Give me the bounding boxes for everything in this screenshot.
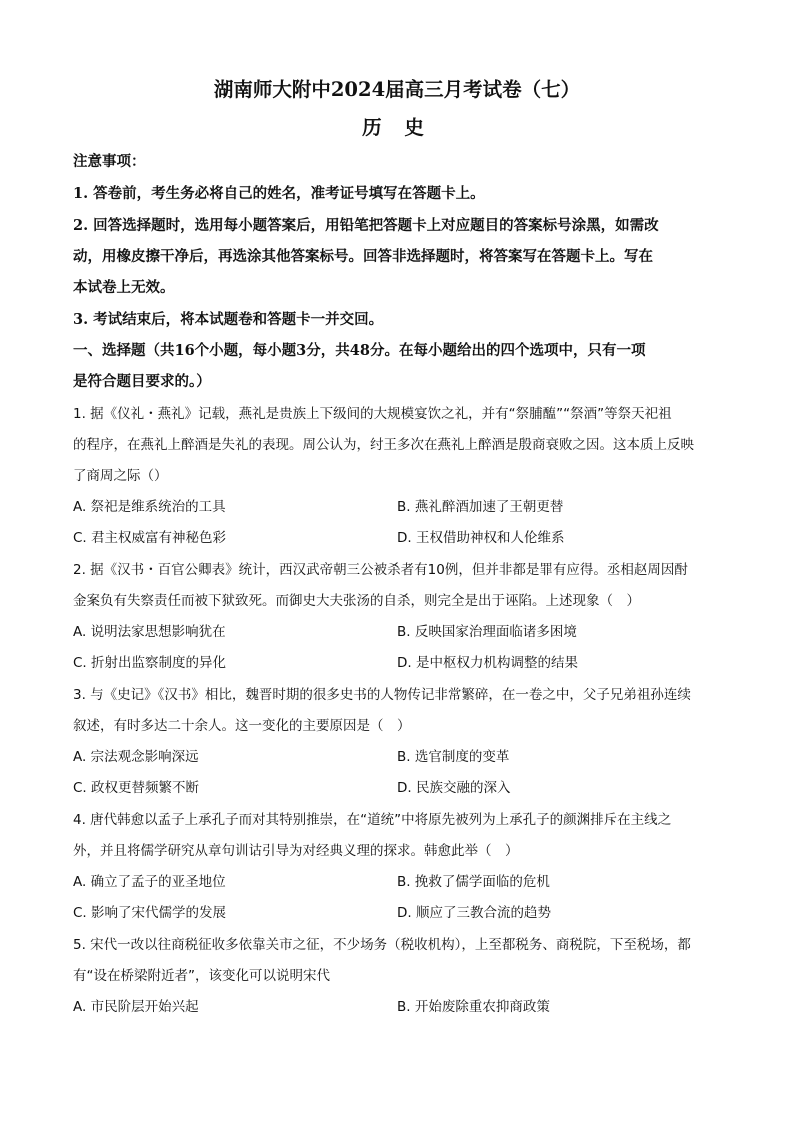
question-3-option-d: D. 民族交融的深入 [397,780,511,796]
question-1-option-a: A. 祭祀是维系统治的工具 [73,499,226,515]
notice-line: 3. 考试结束后，将本试题卷和答题卡一并交回。 [73,311,384,328]
notice-line: 动，用橡皮擦干净后，再选涂其他答案标号。回答非选择题时，将答案写在答题卡上。写在 [73,248,653,265]
question-3-text: 3. 与《史记》《汉书》相比，魏晋时期的很多史书的人物传记非常繁碎，在一卷之中，父子兄弟祖孙连续 [73,687,691,703]
question-5-option-b: B. 开始废除重农抑商政策 [397,999,550,1015]
question-3-option-a: A. 宗法观念影响深远 [73,749,199,765]
question-5-text: 5. 宋代一改以往商税征收多依靠关市之征，不少场务（税收机构），上至都税务、商税院，下至税场，都 [73,937,691,953]
section-heading: 一、选择题（共16个小题，每小题3分，共48分。在每小题给出的四个选项中，只有一项 [73,342,646,359]
question-5-text: 有“设在桥梁附近者”，该变化可以说明宋代 [73,968,330,984]
question-3-text: 叙述，有时多达二十余人。这一变化的主要原因是（ ） [73,718,411,734]
question-2-option-b: B. 反映国家治理面临诸多困境 [397,624,577,640]
question-1-text: 了商周之际（） [73,468,168,484]
question-4-option-d: D. 顺应了三教合流的趋势 [397,905,551,921]
question-2-text: 2. 据《汉书・百官公卿表》统计，西汉武帝朝三公被杀者有10例，但并非都是罪有应得。丞相赵周因酎 [73,562,688,578]
question-4-option-a: A. 确立了孟子的亚圣地位 [73,874,226,890]
question-1-text: 的程序，在燕礼上醉酒是失礼的表现。周公认为，纣王多次在燕礼上醉酒是殷商衰败之因。这本质上反映 [73,437,694,453]
section-heading: 是符合题目要求的。） [73,373,211,390]
question-3-option-c: C. 政权更替频繁不断 [73,780,200,796]
question-4-text: 外，并且将儒学研究从章句训诂引导为对经典义理的探求。韩愈此举（ ） [73,843,519,859]
notice-line: 2. 回答选择题时，选用每小题答案后，用铅笔把答题卡上对应题目的答案标号涂黑，如需改 [73,217,659,234]
question-4-option-b: B. 挽救了儒学面临的危机 [397,874,550,890]
subject-title: 历 史 [362,116,432,139]
exam-title: 湖南师大附中2024届高三月考试卷（七） [213,78,581,101]
question-2-option-d: D. 是中枢权力机构调整的结果 [397,655,578,671]
question-1-option-c: C. 君主权威富有神秘色彩 [73,530,227,546]
notice-line: 1. 答卷前，考生务必将自己的姓名，准考证号填写在答题卡上。 [73,185,485,202]
question-1-text: 1. 据《仪礼・燕礼》记载，燕礼是贵族上下级间的大规模宴饮之礼，并有“祭脯醢”“祭酒”等祭天祀祖 [73,406,672,422]
question-2-option-c: C. 折射出监察制度的异化 [73,655,227,671]
question-5-option-a: A. 市民阶层开始兴起 [73,999,199,1015]
notice-heading: 注意事项： [73,153,146,170]
question-3-option-b: B. 选官制度的变革 [397,749,510,765]
question-4-option-c: C. 影响了宋代儒学的发展 [73,905,227,921]
notice-line: 本试卷上无效。 [73,279,175,296]
question-1-option-b: B. 燕礼醉酒加速了王朝更替 [397,499,564,515]
question-1-option-d: D. 王权借助神权和人伦维系 [397,530,565,546]
question-2-option-a: A. 说明法家思想影响犹在 [73,624,226,640]
question-4-text: 4. 唐代韩愈以孟子上承孔子而对其特别推崇，在“道统”中将原先被列为上承孔子的颜渊排斥在主线之 [73,812,672,828]
question-2-text: 金案负有失察责任而被下狱致死。而御史大夫张汤的自杀，则完全是出于诬陷。上述现象（ ） [73,593,640,609]
